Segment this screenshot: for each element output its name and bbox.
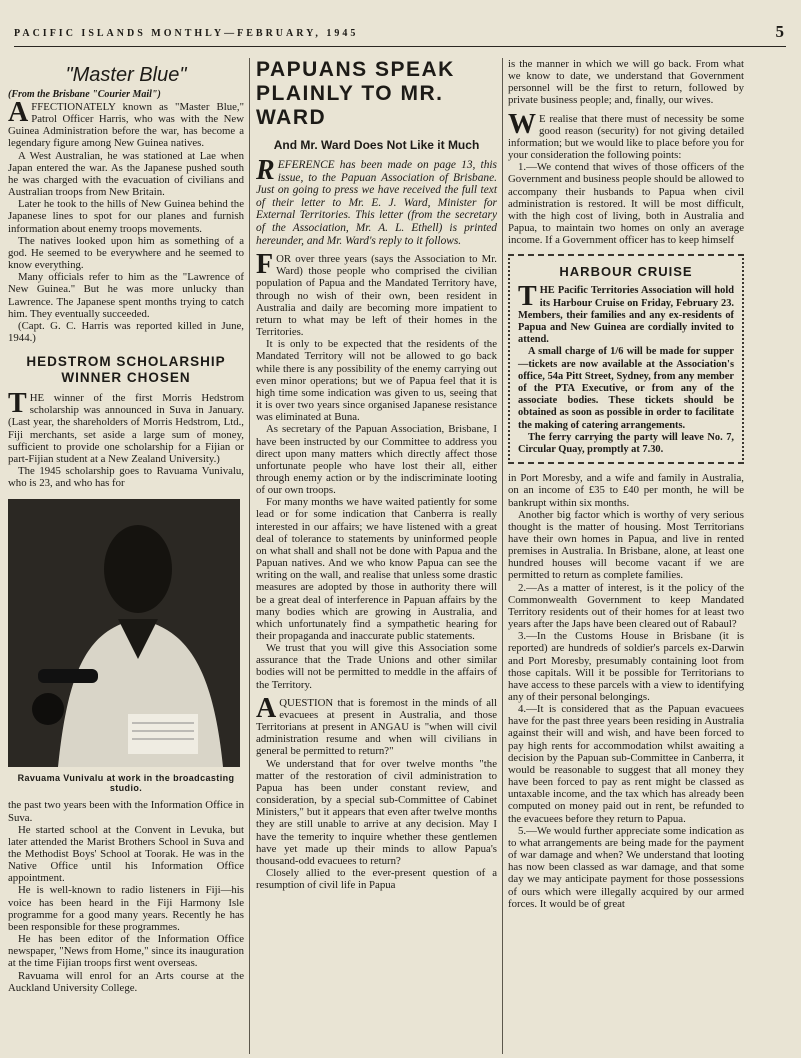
notice-paragraph: THE Pacific Territories Association will hold its Harbour Cruise on Friday, February 23. Members, their families and any ex-residents of Papua and New Guinea are cordially invited to attend.: [518, 281, 734, 346]
drop-cap: W: [508, 108, 536, 140]
drop-cap: F: [256, 249, 274, 281]
article-paragraph: 2.—As a matter of interest, is it the policy of the Commonwealth Government to keep Mandated Territory residents out of their homes for at least two years after the Japs have been cleared out of Rabaul?: [508, 581, 744, 631]
photo-figure: [8, 499, 240, 767]
article-paragraph: He is well-known to radio listeners in Fiji—his voice has been heard in the Fiji Harmony Isle programme for a good many years. Recently he has been responsible for these programmes.: [8, 884, 244, 933]
page-header: [14, 24, 786, 47]
drop-cap: R: [256, 155, 275, 186]
article-paragraph: The natives looked upon him as something of a god. He seemed to be everywhere and he seemed to know everything.: [8, 234, 244, 272]
article-paragraph: It is only to be expected that the residents of the Mandated Territory will not be allowed to go back while there is any possibility of the enemy carrying out even minor operations; but we of Papua feel that it is high time some indication was given to us, seeing that it is over two years since organised Japanese resistance was eliminated at Buna.: [256, 338, 497, 424]
harbour-cruise-title: HARBOUR CRUISE: [559, 264, 693, 280]
article-paragraph: He has been editor of the Information Office newspaper, "News from Home," since its inauguration at the time Fijian troops first went overseas.: [8, 933, 244, 970]
article-paragraph: 4.—It is considered that as the Papuan evacuees have for the past three years been residing in Australia against their will and wish, and have been forced to pay high rents for accommodation whilst awaiting a decision by the Papuan sub-Committee in Canberra, it would be reasonable to suggest that all money they have been forced to pay as rent might be classed as untaxable income, and the tax which has already been computed on money paid out in rent, be refunded to the evacuees before they return to Papua.: [508, 703, 744, 825]
page-number: 5: [775, 22, 784, 41]
article-paragraph: Ravuama will enrol for an Arts course at the Auckland University College.: [8, 969, 244, 994]
column-3: [508, 58, 744, 910]
article-paragraph: Many officials refer to him as the "Lawrence of New Guinea." But he was more unlucky than Lawrence. The Japanese spent months trying to catch him. They eventually succeeded.: [8, 271, 244, 320]
article-paragraph: is the manner in which we will go back. From what we know to date, we understand that Government personnel will be the first to return, followed by private business people; and, finally, our wives.: [508, 58, 744, 107]
article-paragraph: Later he took to the hills of New Guinea behind the Japanese lines to spot for our planes and furnish information about enemy troops movements.: [8, 198, 244, 235]
column-rule: [502, 58, 503, 1054]
article-paragraph: FOR over three years (says the Association to Mr. Ward) those people who comprised the civilian population of Papua and the Mandated Territory have, through no wish of their own, been resident in Australia and daily are becoming more impatient to return to what may be left of their homes in the Territories.: [256, 249, 497, 339]
article-paragraph: A West Australian, he was stationed at Lae when Japan entered the war. As the Japanese pushed south he was charged with the evacuation of civilians and Australian troops from New Britain.: [8, 149, 244, 199]
drop-cap: A: [256, 692, 277, 724]
broadcasting-studio-photo: [8, 499, 240, 767]
article-paragraph: Another big factor which is worthy of very serious thought is the matter of housing. Most Territorians have their own homes in Papua, and live in rented premises in Australia. In Brisbane, alone, at least one hundred houses will become vacant if we are permitted to return as complete families.: [508, 508, 744, 582]
drop-cap: A: [8, 97, 29, 128]
article-paragraph: W E realise that there must of necessity be some good reason (security) for not giving detailed information; but we would like to place before you for your consideration the following points:: [508, 108, 744, 162]
article-paragraph: Closely allied to the ever-present question of a resumption of civil life in Papua: [256, 866, 497, 892]
article-paragraph: the past two years been with the Information Office in Suva.: [8, 799, 244, 824]
article-paragraph: AFFECTIONATELY known as "Master Blue," Patrol Officer Harris, who was with the New Guinea Administration before the war, has become a legendary figure among New Guinea natives.: [8, 97, 244, 150]
article-paragraph: The 1945 scholarship goes to Ravuama Vunivalu, who is 23, and who has for: [8, 465, 244, 490]
master-blue-title: "Master Blue": [65, 64, 187, 86]
article-paragraph: For many months we have waited patiently for some lead or for some indication that Canberra is really interested in our affairs; we have listened with a great deal of tolerance to statements by uninformed people on what shall and shall not be done with Papua and the Papuan natives. And we who know Papua can see the writing on the wall, and realise that unless some drastic measures are adopted by those in authority there will be a great deal of interference in Papuan affairs by the many bodies which are growing in Australia, and which unfortunately find a sympathetic hearing for their propaganda and inaccurate public statements.: [256, 496, 497, 642]
column-rule: [249, 58, 250, 1054]
drop-cap: T: [518, 281, 537, 313]
article-paragraph: He started school at the Convent in Levuka, but later attended the Marist Brothers School in Suva and the Methodist Boys' School at Toorak. He was in the Native Office until his Information Office appointment.: [8, 823, 244, 885]
harbour-cruise-notice: [508, 254, 744, 464]
article-paragraph: We understand that for over twelve months "the matter of the restoration of civil administration to Papua has been under constant review, and consideration, by a special sub-Committee of Cabinet Ministers," but it appears that even after twelve months they are still unable to arrive at any decision. May I have the temerity to inquire whether these gentlemen have yet made up their minds to allow Papua's thousand-odd evacuees to return?: [256, 757, 497, 867]
photo-caption: Ravuama Vunivalu at work in the broadcasting studio.: [17, 773, 235, 794]
notice-paragraph: The ferry carrying the party will leave No. 7, Circular Quay, promptly at 7.30.: [518, 431, 734, 455]
article-paragraph: 1.—We contend that wives of those officers of the Government and business people should be allowed to accompany their husbands to Papua when civil administration is restored. It will be most difficult, with the high cost of living, both in Australia and Papua, to maintain two homes on only an average income. If a Government officer has to keep himself: [508, 161, 744, 247]
article-paragraph: THE winner of the first Morris Hedstrom scholarship was announced in Suva in January. (Last year, the shareholders of Morris Hedstrom, Ltd., Fiji merchants, set aside a large sum of money, sufficient to provide one scholarship for a Fijian or part-Fijian student at a New Zealand University.): [8, 388, 244, 465]
article-paragraph: We trust that you will give this Association some assurance that the Trade Unions and other similar bodies will not be permitted to meddle in the affairs of the Territory.: [256, 642, 497, 691]
papuans-intro: REFERENCE has been made on page 13, this issue, to the Papuan Association of Brisbane. Just on going to press we have received the full text of their letter to Mr. E. J. Ward, Minister for External Territories. This letter (from the secretary of the Association, Mr. A. L. Ethell) is printed hereunder, and Mr. Ward's reply to it follows.: [256, 155, 497, 247]
article-paragraph: 3.—In the Customs House in Brisbane (it is reported) are hundreds of soldier's parcels ex-Darwin and Port Moresby, presumably containing loot from those capitals. Will it be possible for Territorians to have access to these parcels with a view to identifying any of their personal belongings.: [508, 630, 744, 703]
column-1: [8, 58, 244, 994]
article-paragraph: 5.—We would further appreciate some indication as to what arrangements are being made for the payment of war damage and when? We understand that looting has now been classed as war damage, and that some day we may anticipate payment for those possessions of ours which were illegally acquired by our armed forces. It would be of great: [508, 824, 744, 910]
running-title: PACIFIC ISLANDS MONTHLY—FEBRUARY, 1945: [14, 28, 359, 39]
column-2: [256, 58, 497, 891]
article-paragraph: (Capt. G. C. Harris was reported killed in June, 1944.): [8, 319, 244, 344]
hedstrom-headline: HEDSTROM SCHOLARSHIP WINNER CHOSEN: [26, 354, 226, 386]
drop-cap: T: [8, 388, 27, 420]
papuans-headline: PAPUANS SPEAK PLAINLY TO MR. WARD: [256, 58, 455, 129]
article-paragraph: As secretary of the Papuan Association, Brisbane, I have been instructed by our Committee to address you direct upon many matters which directly affect those unfortunate people who have lost their all, either through enemy action or by the indiscriminate looting of our own troops.: [256, 423, 497, 497]
article-paragraph: A QUESTION that is foremost in the minds of all evacuees at present in Australia, and those Territorians at present in ANGAU is "when will civil administration resume and when will civilians in general be permitted to return?": [256, 692, 497, 758]
article-paragraph: in Port Moresby, and a wife and family in Australia, on an income of £35 to £40 per month, he will be bankrupt within six months.: [508, 472, 744, 509]
notice-paragraph: A small charge of 1/6 will be made for supper—tickets are now available at the Association's office, 54a Pitt Street, Sydney, from any member of the PTA Executive, or from any of the associate bodies. These tickets should be obtained as soon as possible in order to facilitate the making of catering arrangements.: [518, 346, 734, 431]
papuans-subheadline: And Mr. Ward Does Not Like it Much: [273, 138, 480, 152]
master-blue-source: (From the Brisbane "Courier Mail"): [8, 89, 161, 100]
